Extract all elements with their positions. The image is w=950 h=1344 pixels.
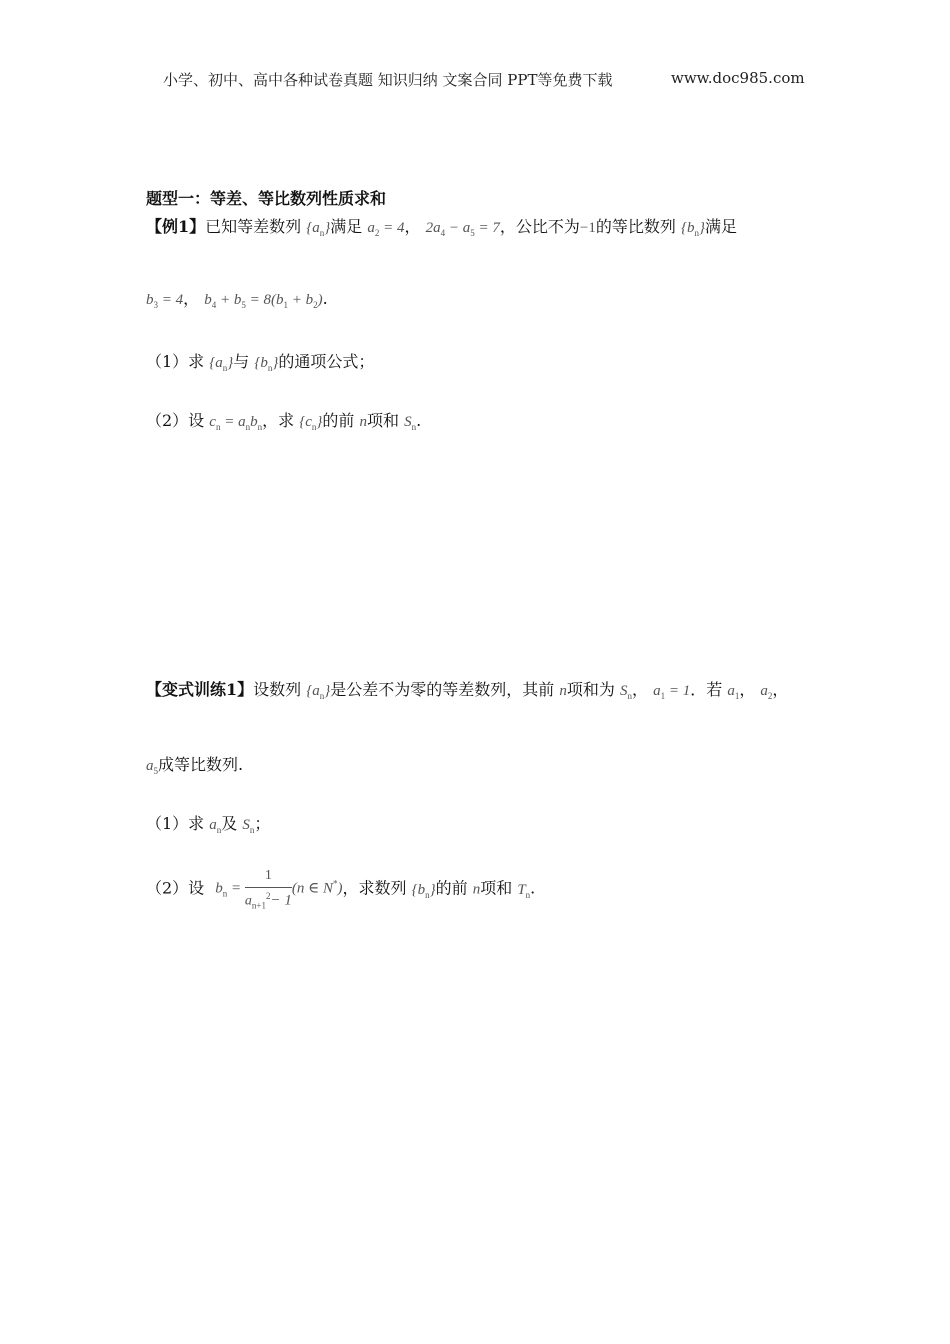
text: 满足 [704,217,737,236]
section-title: 题型一：等差、等比数列性质求和 [146,189,387,208]
math-set-a: $\{a_n\}$ [306,220,331,238]
math-bn-formula: $b_n$ = $\frac{1}{a_{n+1}^2- 1}$ (n ∈ N*) [215,868,343,911]
math-n: n [472,881,481,898]
variant1-q2: （2）设 $b_n$ = $\frac{1}{a_{n+1}^2- 1}$ (n ∈ N*)，求数列 $\{b_n\}$的前 n项和 $T_n$. [146,868,536,911]
math-set-b: $\{b_n\}$ [254,355,279,373]
math-n: n [559,683,567,699]
math-b3-eq: $b_3 = 4$ [146,292,184,310]
variant1-line1: 【变式训练1】设数列 $\{a_n\}$是公差不为零的等差数列，其前 n项和为 $S_n$， $a_1 = 1$．若 $a_1$， $a_2$， [146,680,789,701]
variant1-q1: （1）求 $a_n$及 $S_n$； [146,814,271,835]
math-set-a: $\{a_n\}$ [209,355,234,373]
header-url[interactable]: www.doc985.com [671,69,805,87]
math-cn-eq: $c_n = a_nb_n$ [209,414,263,432]
text: 已知等差数列 [205,217,302,236]
math-set-c: $\{c_n\}$ [299,414,323,432]
math-a2-eq: $a_2 = 4$ [367,220,405,238]
math-Sn: $S_n$ [619,683,632,701]
text: ， [183,289,200,308]
math-Sn: $S_n$ [404,414,417,432]
math-Tn: $T_n$ [517,881,531,900]
math-Sn: $S_n$ [242,817,255,835]
fraction: $\frac{1}{a_{n+1}^2- 1}$ [244,868,292,911]
example1-line1 [146,214,737,238]
text: 满足 [330,217,363,236]
variant1-tag: 【变式训练1】 [146,680,254,699]
math-b4-b5: $b_4 + b_5 = 8(b_1 + b_2)$ [204,292,323,310]
math-an: $a_n$ [209,817,222,835]
text: ， [404,217,421,236]
math-neg1: −1 [579,220,596,236]
math-a2: $a_2$ [760,683,773,701]
text: . [322,289,328,308]
variant1-line2: $a_5$成等比数列. [146,755,244,776]
math-a5: $a_5$ [146,758,158,776]
header-text: 小学、初中、高中各种试卷真题 知识归纳 文案合同 PPT等免费下载 [163,71,613,89]
math-a1: $a_1$ [727,683,740,701]
text: ，公比不为 [499,217,580,236]
example1-line2 [146,286,328,310]
math-set-a: $\{a_n\}$ [306,683,331,701]
math-set-b: $\{b_n\}$ [680,220,705,238]
example1-q1: （1）求 $\{a_n\}$与 $\{b_n\}$的通项公式； [146,352,375,373]
text: 的等比数列 [595,217,676,236]
math-a1-eq: $a_1 = 1$ [653,683,691,701]
math-2a4-a5: $2a_4 - a_5 = 7$ [425,220,500,238]
example1-tag: 【例1】 [146,217,206,236]
math-set-b: $\{b_n\}$ [411,881,436,900]
example1-q2: （2）设 $c_n = a_nb_n$，求 $\{c_n\}$的前 n项和 $S_n$. [146,411,422,432]
math-n: n [359,414,367,430]
